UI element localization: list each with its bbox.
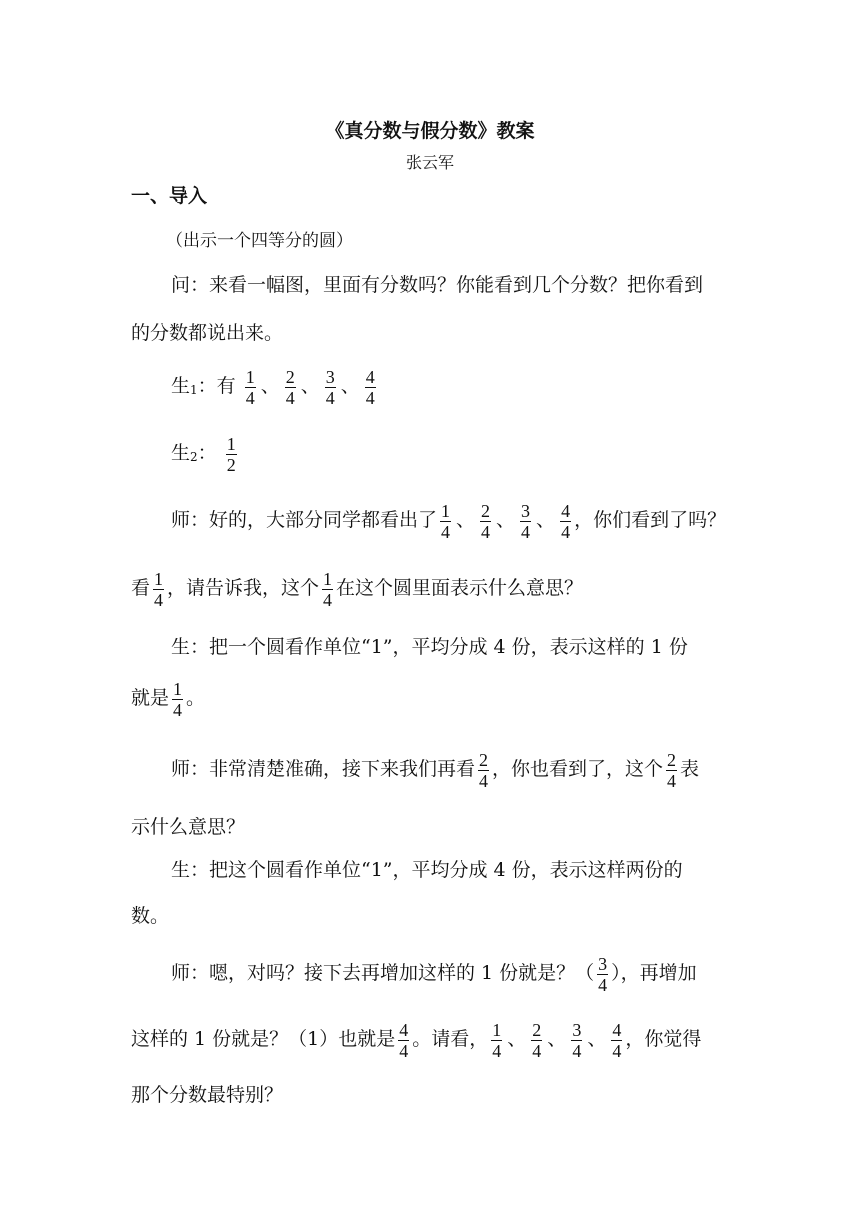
fraction: $\frac{4}{4}$ [365,366,375,408]
author-name: 张云军 [405,153,454,172]
document-title: 《真分数与假分数》教案 [325,120,535,142]
teacher-line-3 [171,950,697,996]
fraction: $\frac{3}{4}$ [598,953,608,995]
fraction: $\frac{4}{4}$ [561,500,571,542]
question-line-1: 问：来看一幅图，里面有分数吗？你能看到几个分数？把你看到 [171,274,704,296]
fraction: $\frac{1}{4}$ [492,1019,502,1061]
student-1-answer: 生1：有 $\frac{1}{4}$ 、 $\frac{2}{4}$ 、 $\frac{3}{4}$ 、 $\frac{4}{4}$ [171,366,375,408]
question-line-2: 的分数都说出来。 [131,322,284,344]
teacher-line-2-cont: 示什么意思？ [131,816,246,838]
teacher-text: 在这个圆里面表示什么意思？ [336,577,584,599]
teacher-text: ，你们看到了吗？ [574,509,727,531]
teacher-text: 师：非常清楚准确，接下来我们再看 [171,758,476,780]
teacher-text: ，你也看到了，这个 [492,758,664,780]
fraction: $\frac{1}{4}$ [245,366,255,408]
fraction: $\frac{1}{4}$ [441,500,451,542]
fraction: $\frac{4}{4}$ [612,1019,622,1061]
stage-direction: （出示一个四等分的圆） [166,231,353,251]
teacher-text: 看 [131,577,151,599]
fraction: $\frac{3}{4}$ [572,1019,582,1061]
student-number: 2 [190,450,198,464]
teacher-text: 师：嗯，对吗？接下去再增加这样的 1 份就是？（ [171,962,595,984]
student-text: 。 [186,687,206,709]
section-heading-intro: 一、导入 [131,185,208,207]
fraction: $\frac{2}{4}$ [285,366,295,408]
student-label: 生 [171,375,191,397]
fraction: $\frac{1}{2}$ [226,433,236,475]
teacher-text: 。请看， [412,1028,489,1050]
teacher-text: 表 [680,758,700,780]
fraction: $\frac{2}{4}$ [667,749,677,791]
teacher-text: ，请告诉我，这个 [167,577,320,599]
teacher-line-2 [171,746,699,792]
fraction: $\frac{1}{4}$ [154,568,164,610]
student-line-3-cont [131,675,205,721]
fraction: $\frac{2}{4}$ [532,1019,542,1061]
fraction: $\frac{3}{4}$ [325,366,335,408]
teacher-line-1: 师：好的，大部分同学都看出了 $\frac{1}{4}$ 、 $\frac{2}{4}$ 、 $\frac{3}{4}$ 、 $\frac{4}{4}$ ，你们看到了吗？ [171,500,727,542]
student-label: 生 [171,442,191,464]
fraction: $\frac{1}{4}$ [173,678,183,720]
fraction: $\frac{2}{4}$ [479,749,489,791]
teacher-text: 这样的 1 份就是？（1）也就是 [131,1028,396,1050]
fraction: $\frac{4}{4}$ [399,1019,409,1061]
fraction: $\frac{3}{4}$ [521,500,531,542]
fraction: $\frac{1}{4}$ [323,568,333,610]
student-line-4: 生：把这个圆看作单位“1”，平均分成 4 份，表示这样两份的 [171,859,683,881]
colon-text: ： [197,442,217,464]
teacher-line-3-end: 那个分数最特别？ [131,1084,284,1106]
student-line-3: 生：把一个圆看作单位“1”，平均分成 4 份，表示这样的 1 份 [171,636,688,658]
student-line-4-cont: 数。 [131,905,170,927]
teacher-text: ，你觉得 [625,1028,702,1050]
colon-text: ：有 [197,375,236,397]
student-2-answer [171,430,240,480]
fraction: $\frac{2}{4}$ [481,500,491,542]
teacher-text: 师：好的，大部分同学都看出了 [171,509,438,531]
student-number: 1 [190,383,198,397]
teacher-line-1-cont [131,565,583,611]
teacher-text: ），再增加 [611,962,697,984]
student-text: 就是 [131,687,170,709]
teacher-line-3-cont: 这样的 1 份就是？（1）也就是 $\frac{4}{4}$ 。请看， $\frac{1}{4}$ 、 $\frac{2}{4}$ 、 $\frac{3}{4}$ 、 $\frac{4}{4}$ ，你觉得 [131,1019,702,1061]
